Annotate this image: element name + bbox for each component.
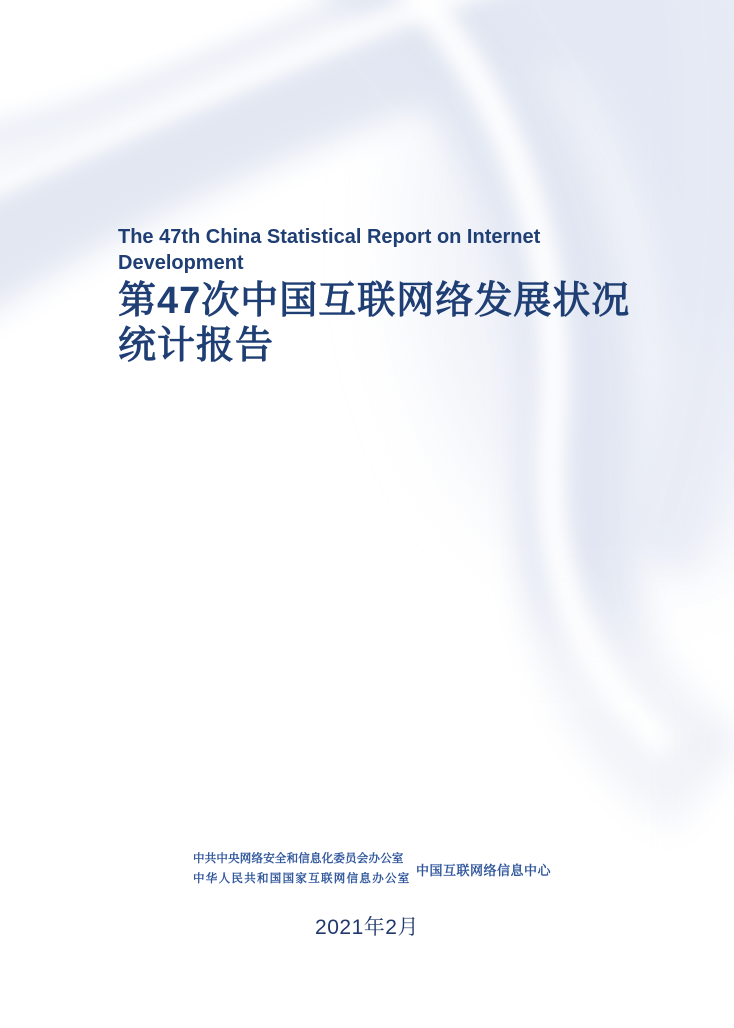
swirl-bottom-fade-shape <box>0 620 734 1028</box>
publisher-block <box>193 849 551 889</box>
publisher-left-column <box>193 849 411 889</box>
publisher-left-line1: 中共中央网络安全和信息化委员会办公室 <box>193 853 404 865</box>
title-block <box>118 224 658 369</box>
title-chinese-line1: 第47次中国互联网络发展状况 <box>118 280 631 322</box>
publisher-right: 中国互联网络信息中心 <box>416 862 552 878</box>
title-chinese-line2: 统计报告 <box>118 325 275 367</box>
publication-date: 2021年2月 <box>315 916 419 939</box>
publisher-left-line2: 中华人民共和国国家互联网信息办公室 <box>193 873 411 885</box>
title-english: The 47th China Statistical Report on Internet Development <box>118 226 541 274</box>
